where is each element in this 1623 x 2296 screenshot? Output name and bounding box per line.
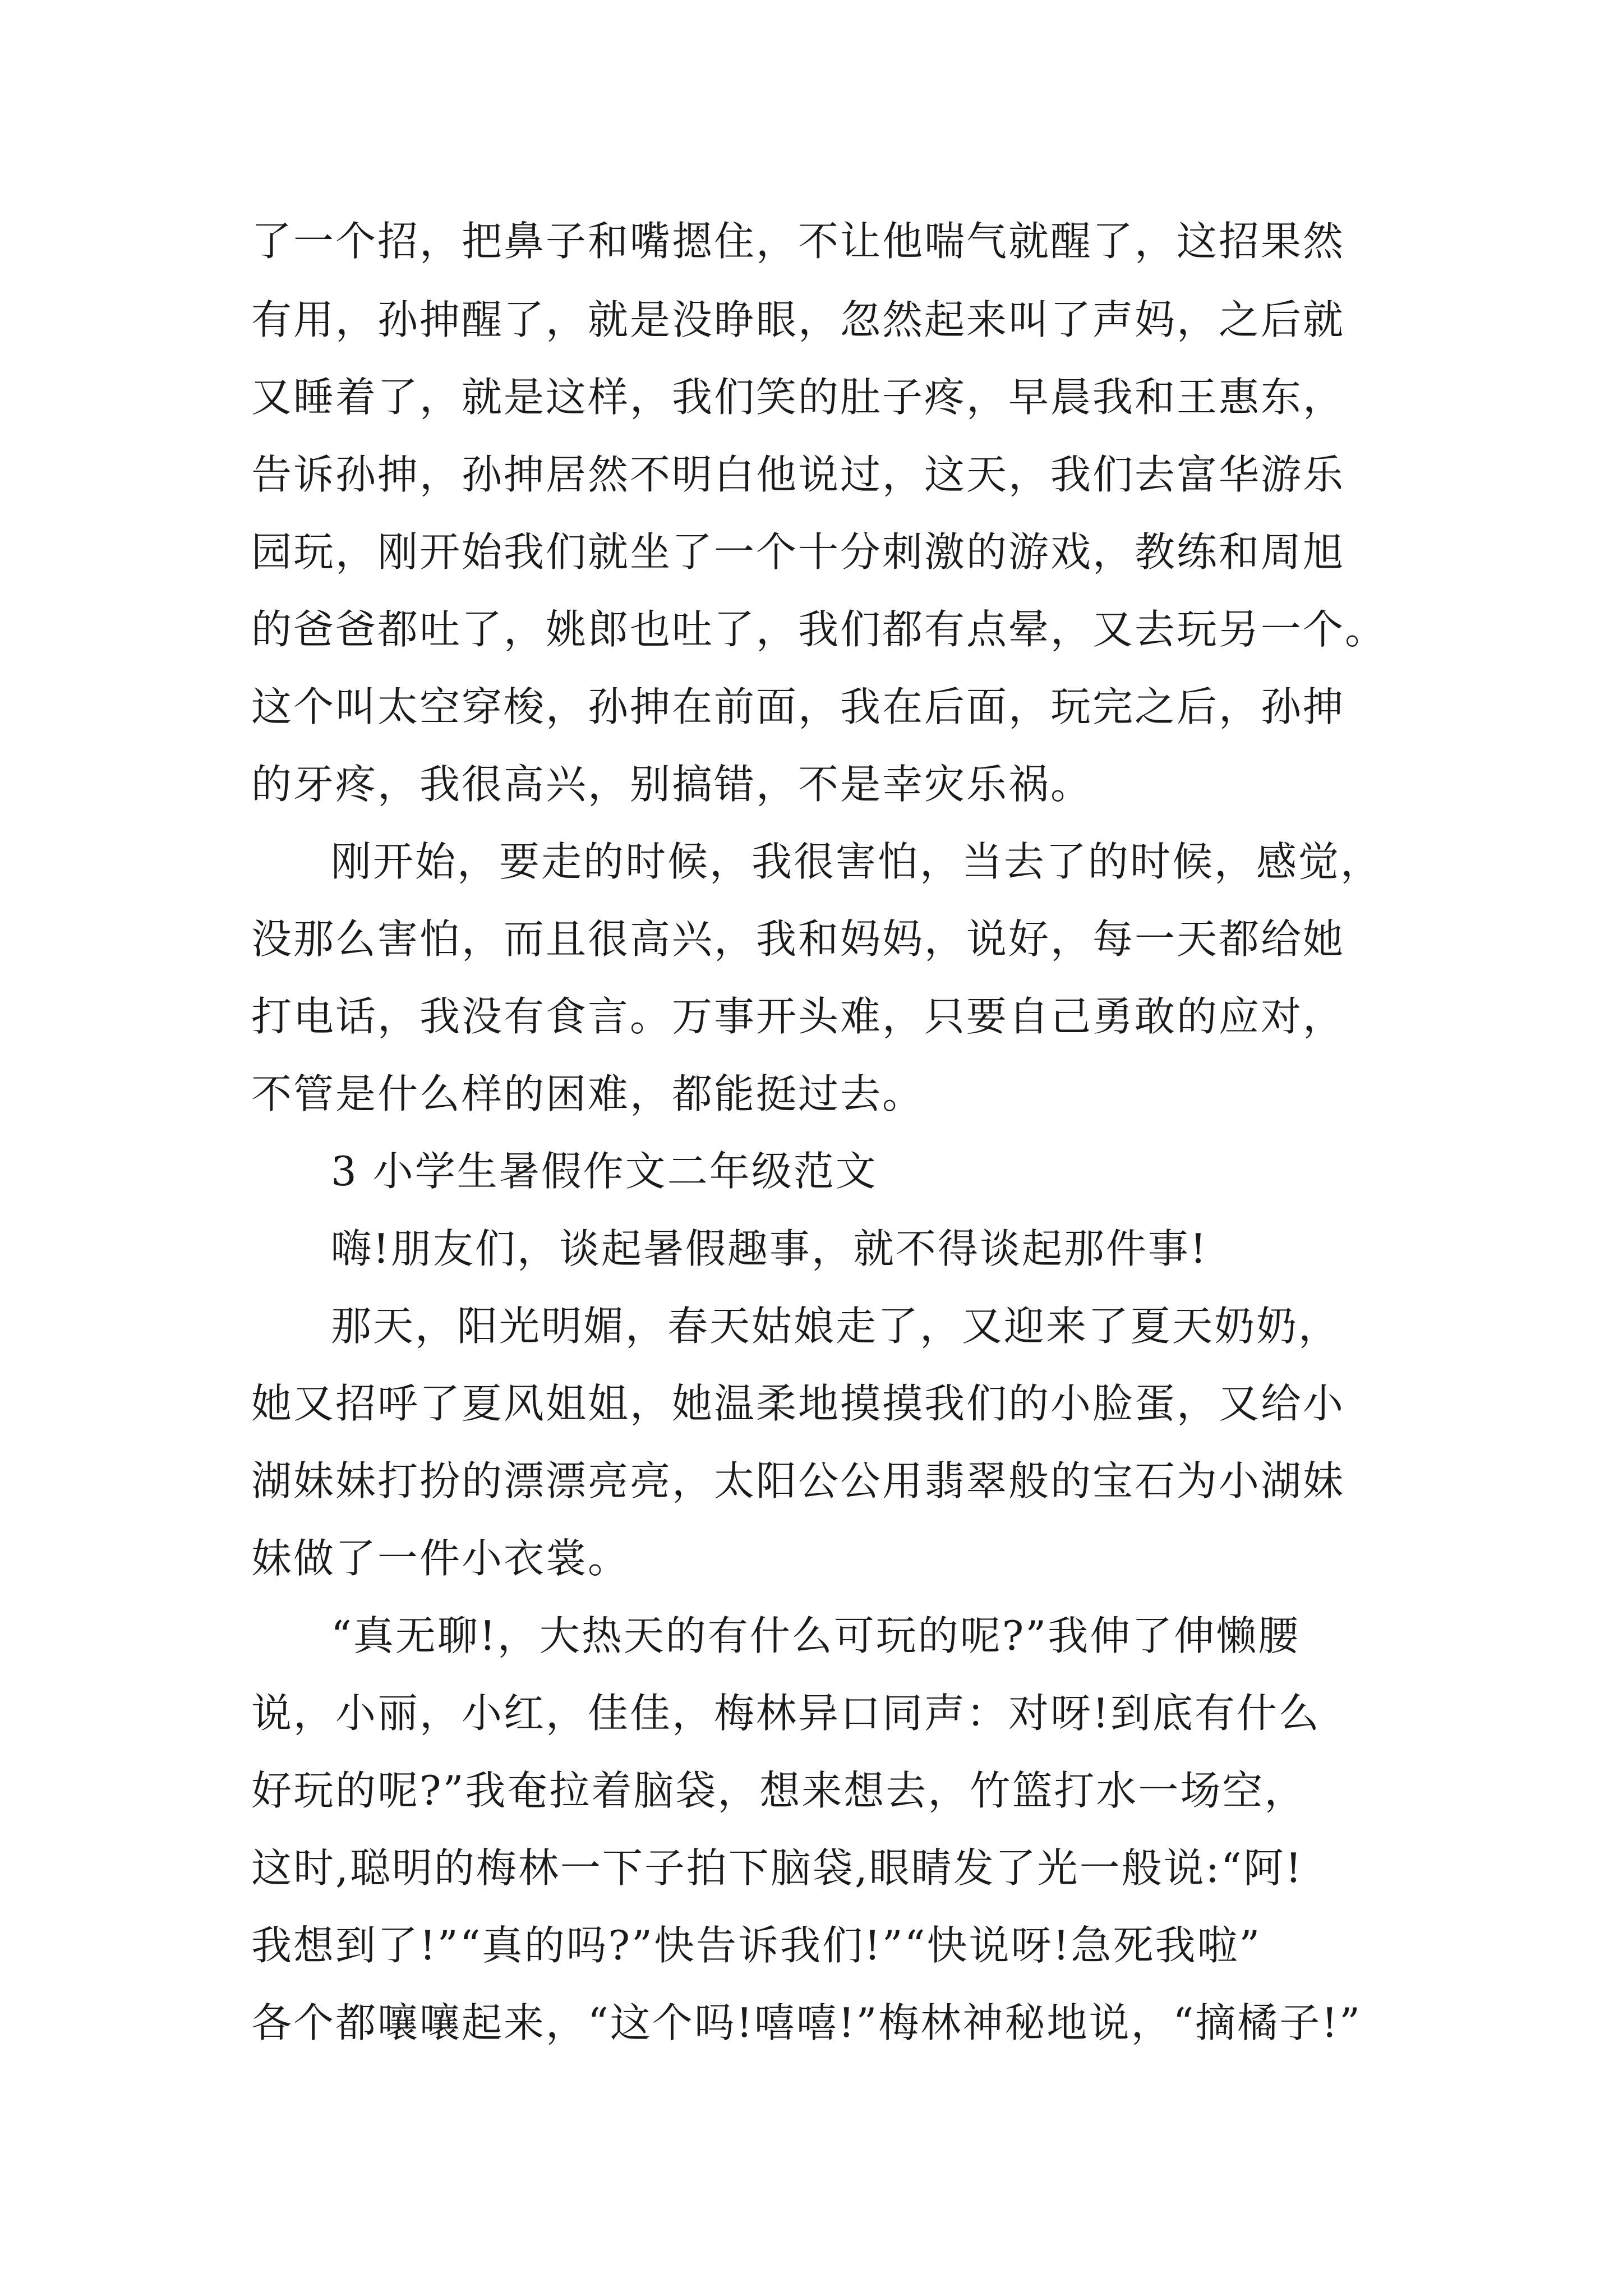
text-line: 好玩的呢?”我奄拉着脑袋，想来想去，竹篮打水一场空， <box>251 1767 1307 1814</box>
text-line: 妹做了一件小衣裳。 <box>251 1535 630 1582</box>
paragraph-first-line: 那天，阳光明媚，春天姑娘走了，又迎来了夏天奶奶， <box>331 1303 1341 1350</box>
paragraph-first-line: 刚开始，要走的时候，我很害怕，当去了的时候，感觉， <box>331 838 1383 885</box>
text-line: 有用，孙抻醒了，就是没睁眼，忽然起来叫了声妈，之后就 <box>251 296 1345 343</box>
text-line: 不管是什么样的困难，都能挺过去。 <box>251 1070 925 1117</box>
text-line: 我想到了!”“真的吗?”快告诉我们!”“快说呀!急死我啦” <box>251 1922 1262 1969</box>
section-heading: 3 小学生暑假作文二年级范文 <box>331 1148 878 1195</box>
text-line: 园玩，刚开始我们就坐了一个十分刺激的游戏，教练和周旭 <box>251 528 1345 576</box>
text-line: 说，小丽，小红，佳佳，梅林异口同声：对呀!到底有什么 <box>251 1690 1321 1737</box>
text-line: 她又招呼了夏风姐姐，她温柔地摸摸我们的小脸蛋，又给小 <box>251 1380 1345 1427</box>
text-line: 又睡着了，就是这样，我们笑的肚子疼，早晨我和王惠东， <box>251 374 1345 421</box>
text-line: 告诉孙抻，孙抻居然不明白他说过，这天，我们去富华游乐 <box>251 451 1345 498</box>
text-line: 这个叫太空穿梭，孙抻在前面，我在后面，玩完之后，孙抻 <box>251 683 1345 730</box>
text-line: 没那么害怕，而且很高兴，我和妈妈，说好，每一天都给她 <box>251 915 1345 963</box>
text-line: 打电话，我没有食言。万事开头难，只要自己勇敢的应对， <box>251 993 1345 1040</box>
text-line: 这时,聪明的梅林一下子拍下脑袋,眼睛发了光一般说:“阿! <box>251 1844 1303 1892</box>
text-line: 了一个招，把鼻子和嘴摁住，不让他喘气就醒了，这招果然 <box>251 218 1345 265</box>
paragraph-first-line: 嗨!朋友们，谈起暑假趣事，就不得谈起那件事! <box>331 1225 1208 1272</box>
paragraph-first-line: “真无聊!，大热天的有什么可玩的呢?”我伸了伸懒腰 <box>331 1612 1301 1659</box>
text-line: 的牙疼，我很高兴，别搞错，不是幸灾乐祸。 <box>251 761 1093 808</box>
text-line: 各个都嚷嚷起来，“这个吗!嘻嘻!”梅林神秘地说，“摘橘子!” <box>251 1999 1362 2046</box>
text-line: 湖妹妹打扮的漂漂亮亮，太阳公公用翡翠般的宝石为小湖妹 <box>251 1457 1345 1504</box>
text-line: 的爸爸都吐了，姚郎也吐了，我们都有点晕，又去玩另一个。 <box>251 606 1387 653</box>
